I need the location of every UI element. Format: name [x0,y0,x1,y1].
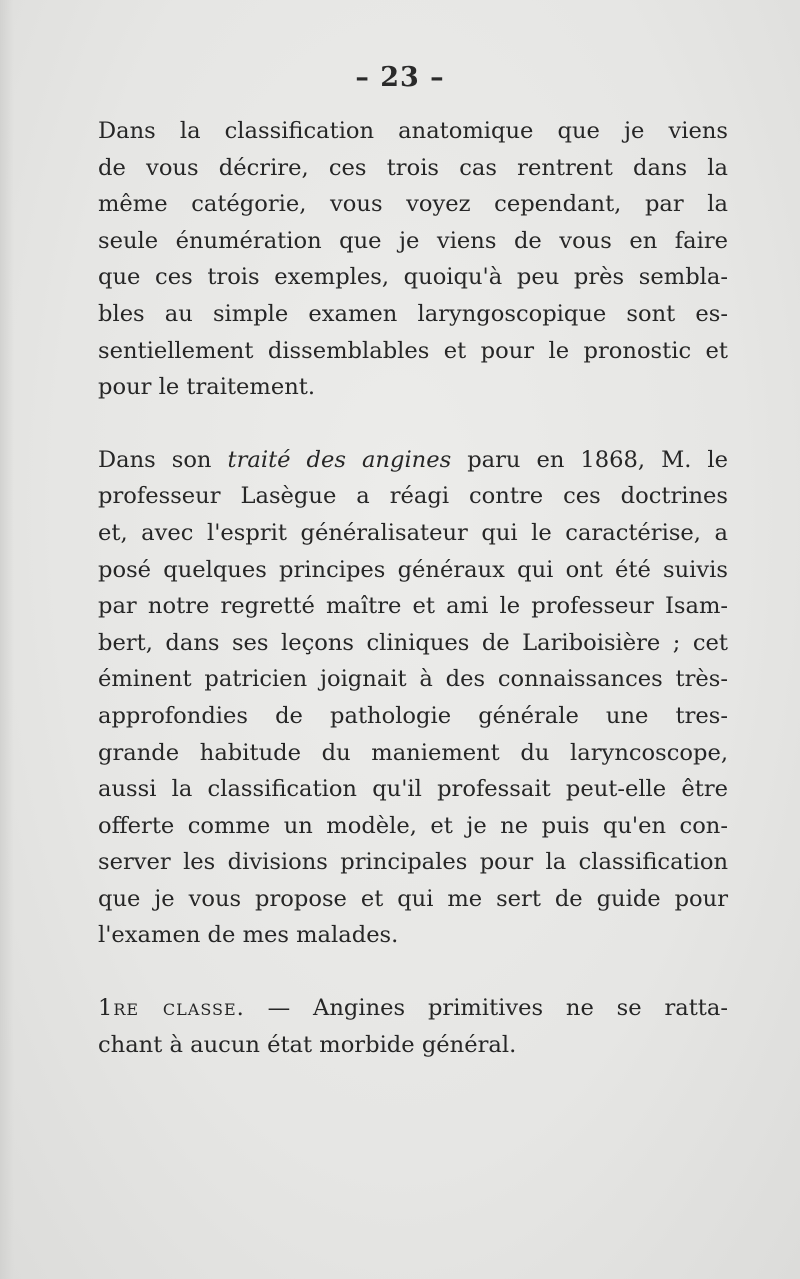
text-line-first [64,442,728,479]
text-line: éminent patricien joignait à des connaissances très- [98,666,728,693]
book-title-italic: traité des angines [227,446,452,473]
text-line-first [64,990,728,1027]
text-line: et, avec l'esprit généralisateur qui le caractérise, a [98,519,728,546]
text-run: — Angines primitives ne se ratta- [267,995,728,1022]
text-line: offerte comme un modèle, et je ne puis qu'en con- [98,812,728,839]
text-line: Dans la classification anatomique que je viens [98,118,728,144]
text-line: grande habitude du maniement du laryncoscope, [98,739,728,766]
paragraph-1 [64,113,728,406]
text-line: aussi la classification qu'il professait peut-elle être [98,776,728,803]
text-line: chant à aucun état morbide général. [98,1031,517,1058]
text-run: paru en 1868, M. le [467,446,729,473]
page-edge-shadow [0,0,14,1279]
text-line: server les divisions principales pour la classification [98,849,728,876]
text-line: sentiellement dissemblables et pour le pronostic et [98,337,728,364]
text-line: professeur Lasègue a réagi contre ces doctrines [98,483,728,510]
text-line: bert, dans ses leçons cliniques de Lariboisière ; cet [98,629,728,656]
text-line: bles au simple examen laryngoscopique sont es- [98,300,728,327]
page-number: – 23 – [355,62,445,93]
paragraph-2 [64,442,728,954]
class-heading: 1re classe. [98,995,245,1022]
page-text [64,113,728,1063]
text-line: approfondies de pathologie générale une tres- [98,702,728,729]
text-run: Dans son [98,446,212,473]
text-line: que ces trois exemples, quoiqu'à peu près sembla- [98,264,728,291]
paragraph-3 [64,990,728,1063]
text-line: posé quelques principes généraux qui ont été suivis [98,556,728,583]
text-line: par notre regretté maître et ami le professeur Isam- [98,593,728,620]
text-line: même catégorie, vous voyez cependant, par la [98,191,728,218]
text-line: que je vous propose et qui me sert de guide pour [98,885,728,912]
text-line: de vous décrire, ces trois cas rentrent dans la [98,154,728,181]
text-line: seule énumération que je viens de vous en faire [98,227,728,254]
text-line: l'examen de mes malades. [98,922,399,949]
text-line: pour le traitement. [98,374,316,401]
